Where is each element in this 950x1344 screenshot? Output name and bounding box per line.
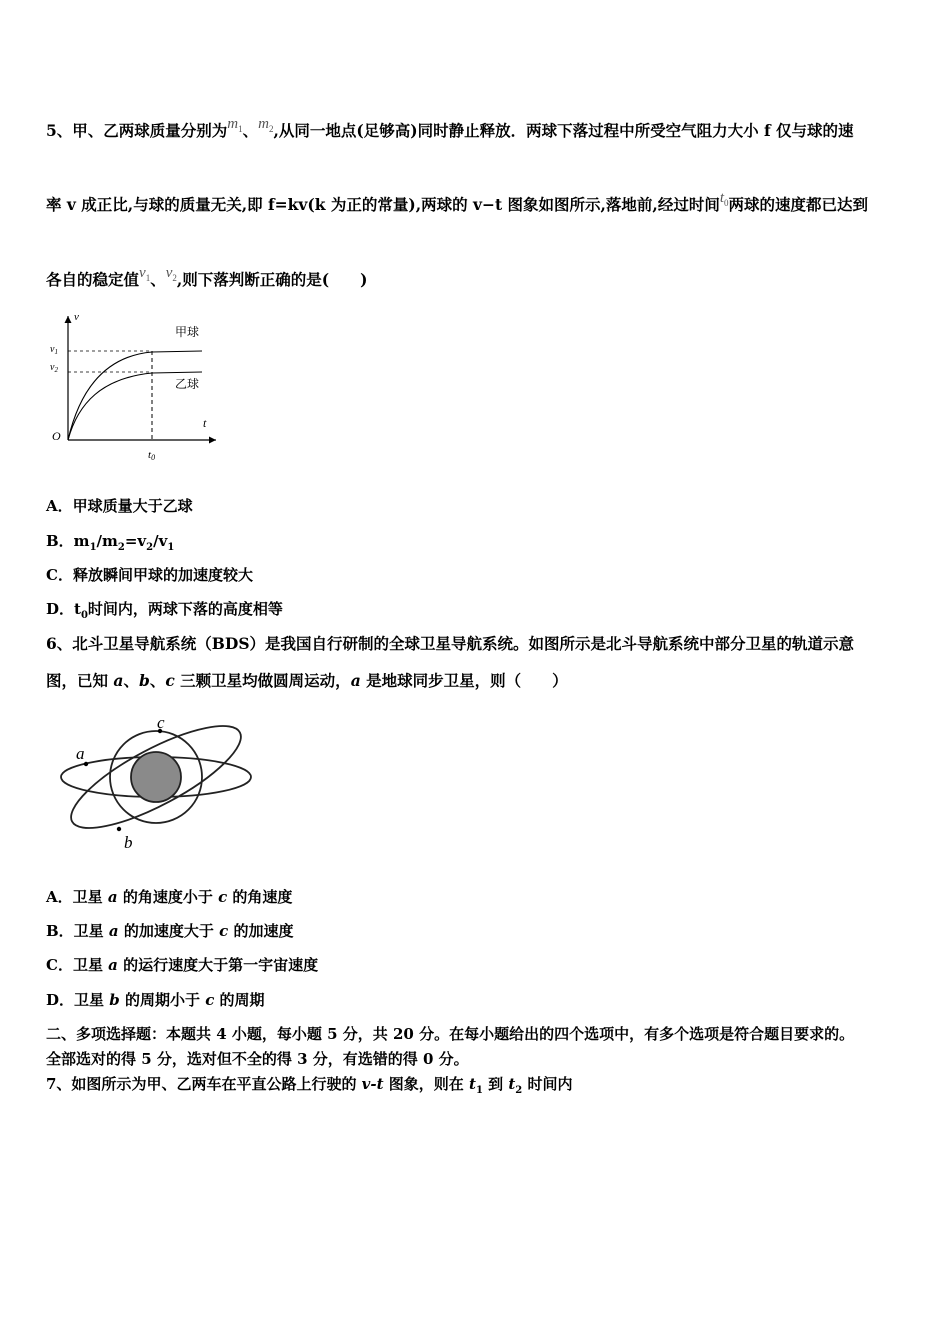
section2-line-2: 全部选对的得 5 分，选对但不全的得 3 分，有选错的得 0 分。 <box>46 1050 469 1068</box>
curve-jia <box>68 351 202 440</box>
t0-symbol: $t_0$ <box>719 190 729 208</box>
q5-option-b: B．$m_1/m_2=v_2/v_1$ <box>46 532 175 553</box>
q6-option-c: C．卫星 a 的运行速度大于第一宇宙速度 <box>46 956 319 974</box>
curve-yi-label: 乙球 <box>175 377 200 391</box>
q5-line-2: 率 v 成正比,与球的质量无关,即 f=kv(k 为正的常量),两球的 v−t 图象如图所示,落地前,经过时间$t_0$两球的速度都已达到 <box>46 190 869 214</box>
q5-line-3: 各自的稳定值$v_1$、$v_2$,则下落判断正确的是( ) <box>46 265 368 289</box>
orbit-diagram <box>56 712 260 852</box>
m2-symbol: $m_2$ <box>258 116 274 134</box>
vt-graph <box>44 308 222 464</box>
q5-option-c: C．释放瞬间甲球的加速度较大 <box>46 566 253 584</box>
q6-option-d: D．卫星 b 的周期小于 c 的周期 <box>46 991 265 1009</box>
q6-option-b: B．卫星 a 的加速度大于 c 的加速度 <box>46 922 294 940</box>
earth <box>131 752 181 802</box>
axis-t-label: t <box>203 416 207 430</box>
q6-line-1: 6、北斗卫星导航系统（BDS）是我国自行研制的全球卫星导航系统。如图所示是北斗导航系统中部分卫星的轨道示意 <box>46 634 855 653</box>
section2-line-1: 二、多项选择题：本题共 4 小题，每小题 5 分，共 20 分。在每小题给出的四个选项中，有多个选项是符合题目要求的。 <box>46 1025 855 1043</box>
label-c: c <box>157 713 165 732</box>
v2-axis-label: $v_2$ <box>50 362 58 374</box>
v2-symbol: $v_2$ <box>165 265 177 283</box>
m1-symbol: $m_1$ <box>227 116 243 134</box>
q6-line-2: 图，已知 a、b、c 三颗卫星均做圆周运动，a 是地球同步卫星，则（ ） <box>46 671 568 690</box>
q7-line: 7、如图所示为甲、乙两车在平直公路上行驶的 v-t 图象，则在 $t_1$ 到 $t_2$ 时间内 <box>46 1075 573 1096</box>
origin-label: O <box>52 429 61 443</box>
q5-option-a: A．甲球质量大于乙球 <box>46 497 193 515</box>
q5-option-d: D．$t_0$时间内，两球下落的高度相等 <box>46 600 283 621</box>
label-a: a <box>76 744 85 763</box>
v1-symbol: $v_1$ <box>139 265 151 283</box>
label-b: b <box>124 833 133 852</box>
v1-axis-label: $v_1$ <box>50 344 58 356</box>
t0-axis-label: t0 <box>148 449 156 462</box>
q5-line-1: 5、甲、乙两球质量分别为$m_1$、$m_2$,从同一地点(足够高)同时静止释放．两球下落过程中所受空气阻力大小 f 仅与球的速 <box>46 116 854 140</box>
curve-jia-label: 甲球 <box>175 325 200 339</box>
satellite-b-dot <box>117 827 121 831</box>
axis-v-label: v <box>74 311 79 323</box>
q5-text: 5、甲、乙两球质量分别为 <box>46 121 228 140</box>
q6-option-a: A．卫星 a 的角速度小于 c 的角速度 <box>46 888 293 906</box>
